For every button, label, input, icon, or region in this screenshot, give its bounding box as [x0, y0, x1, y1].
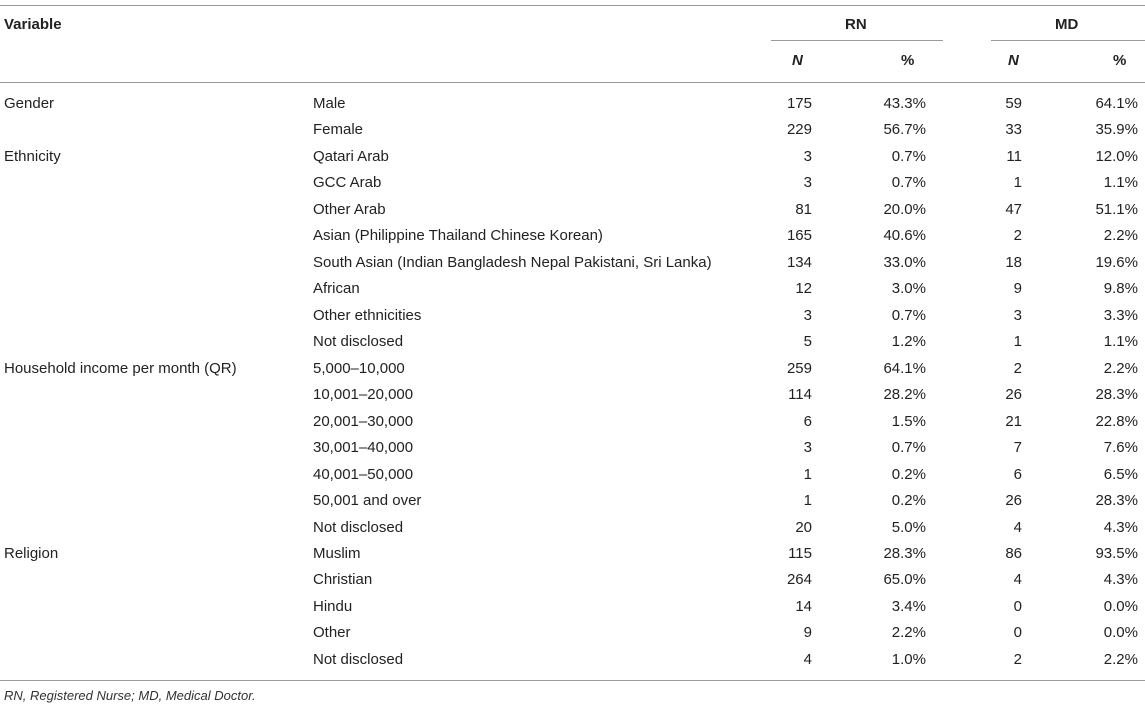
cell-rn-n: 12	[795, 280, 812, 298]
table-row	[0, 250, 1145, 276]
header-group-md: MD	[1055, 16, 1079, 33]
cell-variable: Household income per month (QR)	[4, 359, 237, 377]
cell-rn-n: 229	[786, 121, 812, 139]
cell-rn-pct: 33.0%	[883, 253, 926, 271]
cell-md-pct: 28.3%	[1095, 386, 1138, 404]
cell-md-n: 2	[1013, 359, 1022, 377]
cell-category: Muslim	[313, 544, 361, 562]
cell-rn-n: 1	[803, 492, 812, 510]
cell-rn-n: 20	[795, 518, 812, 536]
cell-md-n: 0	[1013, 597, 1022, 615]
cell-md-pct: 93.5%	[1095, 544, 1138, 562]
cell-category: 40,001–50,000	[313, 465, 414, 483]
cell-rn-pct: 0.7%	[891, 174, 926, 192]
table-row	[0, 117, 1145, 143]
table-row	[0, 515, 1145, 541]
cell-rn-n: 9	[803, 624, 812, 642]
cell-category: Asian (Philippine Thailand Chinese Korean)	[313, 227, 603, 245]
table-row	[0, 409, 1145, 435]
cell-category: South Asian (Indian Bangladesh Nepal Pakistani, Sri Lanka)	[313, 253, 712, 271]
cell-md-pct: 6.5%	[1103, 465, 1138, 483]
cell-rn-pct: 20.0%	[883, 200, 926, 218]
cell-rn-pct: 5.0%	[891, 518, 926, 536]
cell-rn-pct: 28.3%	[883, 544, 926, 562]
cell-md-n: 26	[1005, 386, 1022, 404]
cell-md-pct: 28.3%	[1095, 492, 1138, 510]
cell-category: 50,001 and over	[313, 492, 422, 510]
cell-rn-pct: 1.2%	[891, 333, 926, 351]
table-row	[0, 144, 1145, 170]
cell-category: Female	[313, 121, 364, 139]
cell-rn-n: 134	[786, 253, 812, 271]
table-row	[0, 303, 1145, 329]
cell-md-pct: 9.8%	[1103, 280, 1138, 298]
cell-md-pct: 2.2%	[1103, 650, 1138, 668]
cell-variable: Ethnicity	[4, 147, 61, 165]
cell-rn-n: 3	[803, 439, 812, 457]
cell-md-n: 0	[1013, 624, 1022, 642]
cell-category: Christian	[313, 571, 373, 589]
cell-rn-pct: 65.0%	[883, 571, 926, 589]
cell-md-pct: 4.3%	[1103, 518, 1138, 536]
cell-rn-n: 3	[803, 174, 812, 192]
cell-md-n: 1	[1013, 174, 1022, 192]
cell-md-pct: 64.1%	[1095, 95, 1138, 112]
cell-md-n: 59	[1005, 95, 1022, 112]
cell-rn-pct: 0.7%	[891, 439, 926, 457]
table-row	[0, 541, 1145, 567]
table-row	[0, 462, 1145, 488]
cell-md-pct: 12.0%	[1095, 147, 1138, 165]
cell-md-n: 9	[1013, 280, 1022, 298]
table-row	[0, 435, 1145, 461]
cell-rn-pct: 1.0%	[891, 650, 926, 668]
bottom-rule	[0, 680, 1145, 681]
md-group-rule	[991, 40, 1145, 41]
cell-md-n: 6	[1013, 465, 1022, 483]
cell-category: 20,001–30,000	[313, 412, 414, 430]
cell-category: 30,001–40,000	[313, 439, 414, 457]
cell-md-pct: 4.3%	[1103, 571, 1138, 589]
cell-variable: Religion	[4, 544, 59, 562]
cell-rn-pct: 0.2%	[891, 465, 926, 483]
header-rn-pct: %	[901, 52, 915, 69]
cell-md-pct: 35.9%	[1095, 121, 1138, 139]
cell-md-n: 33	[1005, 121, 1022, 139]
cell-category: Not disclosed	[313, 518, 404, 536]
cell-rn-n: 114	[788, 386, 812, 404]
cell-md-pct: 51.1%	[1095, 200, 1138, 218]
table-row	[0, 620, 1145, 646]
table-row	[0, 197, 1145, 223]
cell-rn-pct: 0.7%	[891, 306, 926, 324]
cell-category: Not disclosed	[313, 333, 404, 351]
header-group-rn: RN	[845, 16, 867, 33]
cell-category: 5,000–10,000	[313, 359, 405, 377]
cell-md-n: 11	[1006, 147, 1022, 165]
table-body	[0, 91, 1145, 673]
cell-md-n: 21	[1005, 412, 1022, 430]
cell-rn-n: 6	[803, 412, 812, 430]
table-row	[0, 170, 1145, 196]
cell-md-pct: 22.8%	[1095, 412, 1138, 430]
cell-rn-pct: 2.2%	[891, 624, 926, 642]
cell-rn-pct: 64.1%	[883, 359, 926, 377]
cell-rn-pct: 1.5%	[891, 412, 926, 430]
cell-md-n: 47	[1005, 200, 1022, 218]
cell-md-n: 7	[1013, 439, 1022, 457]
cell-md-pct: 7.6%	[1103, 439, 1138, 457]
cell-md-n: 26	[1005, 492, 1022, 510]
cell-rn-pct: 3.0%	[891, 280, 926, 298]
table-row	[0, 567, 1145, 593]
top-rule	[0, 5, 1145, 6]
cell-category: 10,001–20,000	[313, 386, 414, 404]
cell-category: Male	[313, 95, 346, 112]
cell-category: Not disclosed	[313, 650, 404, 668]
cell-category: Hindu	[313, 597, 353, 615]
cell-rn-n: 175	[786, 95, 812, 112]
cell-md-n: 4	[1013, 518, 1022, 536]
table-row	[0, 356, 1145, 382]
table-row	[0, 223, 1145, 249]
cell-variable: Gender	[4, 95, 55, 112]
cell-rn-n: 81	[795, 200, 812, 218]
cell-category: Other	[313, 624, 351, 642]
cell-md-pct: 19.6%	[1095, 253, 1138, 271]
table-row	[0, 276, 1145, 302]
table-row	[0, 382, 1145, 408]
cell-category: African	[313, 280, 360, 298]
cell-rn-n: 3	[803, 147, 812, 165]
cell-rn-n: 259	[786, 359, 812, 377]
cell-rn-n: 5	[803, 333, 812, 351]
cell-rn-pct: 0.7%	[891, 147, 926, 165]
table-row	[0, 594, 1145, 620]
cell-md-pct: 3.3%	[1103, 306, 1138, 324]
cell-md-pct: 1.1%	[1103, 333, 1138, 351]
table-footnote: RN, Registered Nurse; MD, Medical Doctor.	[4, 688, 256, 703]
cell-rn-n: 1	[803, 465, 812, 483]
cell-rn-n: 264	[786, 571, 812, 589]
cell-md-pct: 2.2%	[1103, 227, 1138, 245]
cell-md-n: 86	[1005, 544, 1022, 562]
cell-rn-pct: 28.2%	[883, 386, 926, 404]
cell-rn-pct: 56.7%	[883, 121, 926, 139]
cell-category: Other Arab	[313, 200, 386, 218]
cell-md-n: 4	[1013, 571, 1022, 589]
cell-rn-pct: 3.4%	[891, 597, 926, 615]
cell-category: Qatari Arab	[313, 147, 389, 165]
rn-group-rule	[771, 40, 943, 41]
cell-rn-pct: 40.6%	[883, 227, 926, 245]
header-variable: Variable	[4, 16, 62, 33]
cell-category: Other ethnicities	[313, 306, 422, 324]
cell-md-n: 3	[1013, 306, 1022, 324]
cell-md-n: 1	[1013, 333, 1022, 351]
table-row	[0, 488, 1145, 514]
cell-category: GCC Arab	[313, 174, 382, 192]
cell-md-n: 2	[1013, 650, 1022, 668]
cell-rn-pct: 0.2%	[891, 492, 926, 510]
table-row	[0, 647, 1145, 673]
header-bottom-rule	[0, 82, 1145, 83]
cell-md-n: 18	[1005, 253, 1022, 271]
header-md-n: N	[1008, 52, 1019, 69]
cell-md-pct: 1.1%	[1103, 174, 1138, 192]
header-rn-n: N	[792, 52, 803, 69]
cell-md-n: 2	[1013, 227, 1022, 245]
cell-rn-n: 115	[788, 544, 812, 562]
cell-rn-n: 3	[803, 306, 812, 324]
cell-md-pct: 0.0%	[1103, 624, 1138, 642]
table-row	[0, 91, 1145, 117]
cell-rn-n: 4	[803, 650, 812, 668]
table-row	[0, 329, 1145, 355]
cell-md-pct: 2.2%	[1103, 359, 1138, 377]
cell-rn-n: 165	[786, 227, 812, 245]
cell-rn-pct: 43.3%	[883, 95, 926, 112]
cell-rn-n: 14	[795, 597, 812, 615]
header-md-pct: %	[1113, 52, 1127, 69]
cell-md-pct: 0.0%	[1103, 597, 1138, 615]
